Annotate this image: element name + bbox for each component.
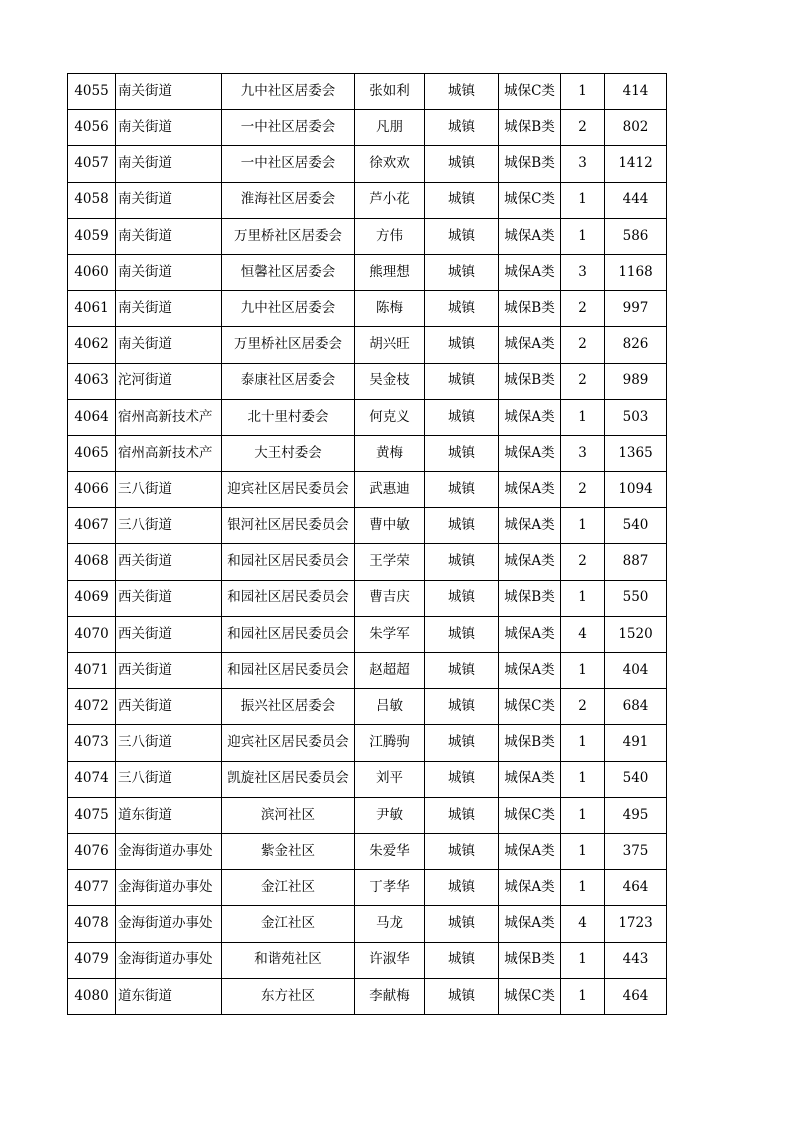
table-row: [68, 653, 667, 689]
table-row: [68, 942, 667, 978]
table-row: [68, 580, 667, 616]
name-cell: 李献梅: [355, 978, 425, 1014]
name-cell: 朱爱华: [355, 833, 425, 869]
count-cell: 1: [561, 182, 605, 218]
area-cell: 城镇: [425, 616, 499, 652]
count-cell: 2: [561, 689, 605, 725]
row-id-cell: 4060: [68, 254, 116, 290]
community-cell: 和园社区居民委员会: [222, 616, 355, 652]
insurance-type-cell: 城保A类: [499, 833, 561, 869]
row-id-cell: 4071: [68, 653, 116, 689]
insurance-type-cell: 城保C类: [499, 797, 561, 833]
count-cell: 1: [561, 653, 605, 689]
table-row: [68, 544, 667, 580]
area-cell: 城镇: [425, 833, 499, 869]
name-cell: 丁孝华: [355, 870, 425, 906]
amount-cell: 1520: [605, 616, 667, 652]
count-cell: 2: [561, 472, 605, 508]
amount-cell: 491: [605, 725, 667, 761]
community-cell: 银河社区居民委员会: [222, 508, 355, 544]
street-cell: 南关街道: [116, 218, 222, 254]
insurance-type-cell: 城保A类: [499, 254, 561, 290]
street-cell: 宿州高新技术产: [116, 399, 222, 435]
insurance-type-cell: 城保A类: [499, 906, 561, 942]
name-cell: 刘平: [355, 761, 425, 797]
name-cell: 方伟: [355, 218, 425, 254]
table-row: [68, 327, 667, 363]
count-cell: 2: [561, 291, 605, 327]
amount-cell: 404: [605, 653, 667, 689]
table-row: [68, 616, 667, 652]
insurance-type-cell: 城保A类: [499, 761, 561, 797]
table-row: [68, 761, 667, 797]
street-cell: 三八街道: [116, 761, 222, 797]
count-cell: 1: [561, 508, 605, 544]
street-cell: 金海街道办事处: [116, 870, 222, 906]
insurance-type-cell: 城保C类: [499, 978, 561, 1014]
amount-cell: 540: [605, 761, 667, 797]
insurance-type-cell: 城保A类: [499, 653, 561, 689]
street-cell: 南关街道: [116, 110, 222, 146]
count-cell: 3: [561, 435, 605, 471]
street-cell: 南关街道: [116, 254, 222, 290]
amount-cell: 826: [605, 327, 667, 363]
community-cell: 紫金社区: [222, 833, 355, 869]
name-cell: 尹敏: [355, 797, 425, 833]
community-cell: 和园社区居民委员会: [222, 544, 355, 580]
table-row: [68, 363, 667, 399]
insurance-type-cell: 城保B类: [499, 363, 561, 399]
table-row: [68, 725, 667, 761]
row-id-cell: 4078: [68, 906, 116, 942]
table-body: [68, 74, 667, 1015]
insurance-type-cell: 城保A类: [499, 435, 561, 471]
area-cell: 城镇: [425, 906, 499, 942]
community-cell: 一中社区居委会: [222, 110, 355, 146]
row-id-cell: 4068: [68, 544, 116, 580]
amount-cell: 1365: [605, 435, 667, 471]
count-cell: 1: [561, 399, 605, 435]
amount-cell: 1094: [605, 472, 667, 508]
row-id-cell: 4055: [68, 74, 116, 110]
area-cell: 城镇: [425, 399, 499, 435]
community-cell: 滨河社区: [222, 797, 355, 833]
community-cell: 金江社区: [222, 870, 355, 906]
table-row: [68, 74, 667, 110]
count-cell: 1: [561, 942, 605, 978]
name-cell: 何克义: [355, 399, 425, 435]
area-cell: 城镇: [425, 725, 499, 761]
community-cell: 凯旋社区居民委员会: [222, 761, 355, 797]
row-id-cell: 4074: [68, 761, 116, 797]
amount-cell: 495: [605, 797, 667, 833]
area-cell: 城镇: [425, 254, 499, 290]
table-row: [68, 797, 667, 833]
table-row: [68, 508, 667, 544]
table-row: [68, 182, 667, 218]
name-cell: 芦小花: [355, 182, 425, 218]
name-cell: 赵超超: [355, 653, 425, 689]
name-cell: 凡朋: [355, 110, 425, 146]
table-row: [68, 472, 667, 508]
street-cell: 西关街道: [116, 653, 222, 689]
table-row: [68, 906, 667, 942]
table-row: [68, 110, 667, 146]
amount-cell: 802: [605, 110, 667, 146]
amount-cell: 887: [605, 544, 667, 580]
insurance-type-cell: 城保B类: [499, 942, 561, 978]
street-cell: 金海街道办事处: [116, 942, 222, 978]
row-id-cell: 4073: [68, 725, 116, 761]
street-cell: 南关街道: [116, 327, 222, 363]
count-cell: 1: [561, 797, 605, 833]
amount-cell: 443: [605, 942, 667, 978]
insurance-type-cell: 城保A类: [499, 616, 561, 652]
insurance-type-cell: 城保A类: [499, 508, 561, 544]
street-cell: 道东街道: [116, 978, 222, 1014]
area-cell: 城镇: [425, 870, 499, 906]
row-id-cell: 4080: [68, 978, 116, 1014]
area-cell: 城镇: [425, 218, 499, 254]
name-cell: 武惠迪: [355, 472, 425, 508]
row-id-cell: 4067: [68, 508, 116, 544]
row-id-cell: 4062: [68, 327, 116, 363]
table-row: [68, 870, 667, 906]
area-cell: 城镇: [425, 653, 499, 689]
insurance-type-cell: 城保C类: [499, 689, 561, 725]
insurance-type-cell: 城保A类: [499, 544, 561, 580]
insurance-type-cell: 城保B类: [499, 580, 561, 616]
amount-cell: 444: [605, 182, 667, 218]
insurance-type-cell: 城保B类: [499, 110, 561, 146]
street-cell: 南关街道: [116, 291, 222, 327]
name-cell: 吕敏: [355, 689, 425, 725]
name-cell: 许淑华: [355, 942, 425, 978]
count-cell: 2: [561, 544, 605, 580]
table-row: [68, 435, 667, 471]
row-id-cell: 4076: [68, 833, 116, 869]
amount-cell: 550: [605, 580, 667, 616]
table-row: [68, 978, 667, 1014]
name-cell: 朱学军: [355, 616, 425, 652]
name-cell: 黄梅: [355, 435, 425, 471]
community-cell: 九中社区居委会: [222, 74, 355, 110]
count-cell: 1: [561, 833, 605, 869]
area-cell: 城镇: [425, 761, 499, 797]
community-cell: 万里桥社区居委会: [222, 327, 355, 363]
insurance-type-cell: 城保A类: [499, 218, 561, 254]
community-cell: 迎宾社区居民委员会: [222, 725, 355, 761]
street-cell: 西关街道: [116, 689, 222, 725]
table-row: [68, 689, 667, 725]
street-cell: 南关街道: [116, 182, 222, 218]
row-id-cell: 4057: [68, 146, 116, 182]
name-cell: 熊理想: [355, 254, 425, 290]
area-cell: 城镇: [425, 110, 499, 146]
amount-cell: 414: [605, 74, 667, 110]
area-cell: 城镇: [425, 327, 499, 363]
data-table: [67, 73, 667, 1015]
row-id-cell: 4058: [68, 182, 116, 218]
name-cell: 马龙: [355, 906, 425, 942]
community-cell: 东方社区: [222, 978, 355, 1014]
community-cell: 迎宾社区居民委员会: [222, 472, 355, 508]
count-cell: 4: [561, 616, 605, 652]
amount-cell: 503: [605, 399, 667, 435]
amount-cell: 464: [605, 870, 667, 906]
table-row: [68, 146, 667, 182]
insurance-type-cell: 城保A类: [499, 870, 561, 906]
table-row: [68, 399, 667, 435]
insurance-type-cell: 城保C类: [499, 182, 561, 218]
name-cell: 胡兴旺: [355, 327, 425, 363]
count-cell: 2: [561, 363, 605, 399]
count-cell: 3: [561, 146, 605, 182]
insurance-type-cell: 城保C类: [499, 74, 561, 110]
amount-cell: 684: [605, 689, 667, 725]
count-cell: 2: [561, 110, 605, 146]
name-cell: 陈梅: [355, 291, 425, 327]
street-cell: 南关街道: [116, 74, 222, 110]
community-cell: 金江社区: [222, 906, 355, 942]
street-cell: 西关街道: [116, 544, 222, 580]
amount-cell: 1412: [605, 146, 667, 182]
row-id-cell: 4072: [68, 689, 116, 725]
area-cell: 城镇: [425, 363, 499, 399]
street-cell: 三八街道: [116, 725, 222, 761]
count-cell: 1: [561, 725, 605, 761]
insurance-type-cell: 城保A类: [499, 327, 561, 363]
street-cell: 道东街道: [116, 797, 222, 833]
count-cell: 1: [561, 218, 605, 254]
street-cell: 金海街道办事处: [116, 906, 222, 942]
table-row: [68, 291, 667, 327]
amount-cell: 540: [605, 508, 667, 544]
area-cell: 城镇: [425, 291, 499, 327]
row-id-cell: 4079: [68, 942, 116, 978]
street-cell: 南关街道: [116, 146, 222, 182]
insurance-type-cell: 城保A类: [499, 399, 561, 435]
amount-cell: 464: [605, 978, 667, 1014]
row-id-cell: 4061: [68, 291, 116, 327]
insurance-type-cell: 城保A类: [499, 472, 561, 508]
table-row: [68, 254, 667, 290]
amount-cell: 989: [605, 363, 667, 399]
community-cell: 和园社区居民委员会: [222, 580, 355, 616]
name-cell: 王学荣: [355, 544, 425, 580]
name-cell: 徐欢欢: [355, 146, 425, 182]
count-cell: 2: [561, 327, 605, 363]
name-cell: 吴金枝: [355, 363, 425, 399]
name-cell: 张如利: [355, 74, 425, 110]
community-cell: 淮海社区居委会: [222, 182, 355, 218]
area-cell: 城镇: [425, 435, 499, 471]
street-cell: 三八街道: [116, 472, 222, 508]
table-row: [68, 833, 667, 869]
insurance-type-cell: 城保B类: [499, 146, 561, 182]
count-cell: 1: [561, 74, 605, 110]
street-cell: 三八街道: [116, 508, 222, 544]
area-cell: 城镇: [425, 472, 499, 508]
area-cell: 城镇: [425, 942, 499, 978]
row-id-cell: 4065: [68, 435, 116, 471]
count-cell: 1: [561, 978, 605, 1014]
area-cell: 城镇: [425, 689, 499, 725]
community-cell: 北十里村委会: [222, 399, 355, 435]
community-cell: 和谐苑社区: [222, 942, 355, 978]
name-cell: 曹吉庆: [355, 580, 425, 616]
amount-cell: 586: [605, 218, 667, 254]
row-id-cell: 4077: [68, 870, 116, 906]
area-cell: 城镇: [425, 182, 499, 218]
row-id-cell: 4059: [68, 218, 116, 254]
row-id-cell: 4063: [68, 363, 116, 399]
count-cell: 3: [561, 254, 605, 290]
street-cell: 宿州高新技术产: [116, 435, 222, 471]
row-id-cell: 4070: [68, 616, 116, 652]
community-cell: 恒馨社区居委会: [222, 254, 355, 290]
area-cell: 城镇: [425, 797, 499, 833]
table-row: [68, 218, 667, 254]
name-cell: 曹中敏: [355, 508, 425, 544]
area-cell: 城镇: [425, 978, 499, 1014]
amount-cell: 1723: [605, 906, 667, 942]
area-cell: 城镇: [425, 146, 499, 182]
count-cell: 4: [561, 906, 605, 942]
row-id-cell: 4064: [68, 399, 116, 435]
row-id-cell: 4069: [68, 580, 116, 616]
community-cell: 万里桥社区居委会: [222, 218, 355, 254]
row-id-cell: 4075: [68, 797, 116, 833]
name-cell: 江腾驹: [355, 725, 425, 761]
community-cell: 大王村委会: [222, 435, 355, 471]
street-cell: 西关街道: [116, 580, 222, 616]
insurance-type-cell: 城保B类: [499, 291, 561, 327]
insurance-type-cell: 城保B类: [499, 725, 561, 761]
amount-cell: 375: [605, 833, 667, 869]
row-id-cell: 4056: [68, 110, 116, 146]
amount-cell: 997: [605, 291, 667, 327]
area-cell: 城镇: [425, 544, 499, 580]
area-cell: 城镇: [425, 580, 499, 616]
community-cell: 和园社区居民委员会: [222, 653, 355, 689]
community-cell: 九中社区居委会: [222, 291, 355, 327]
amount-cell: 1168: [605, 254, 667, 290]
community-cell: 一中社区居委会: [222, 146, 355, 182]
row-id-cell: 4066: [68, 472, 116, 508]
street-cell: 西关街道: [116, 616, 222, 652]
community-cell: 振兴社区居委会: [222, 689, 355, 725]
street-cell: 金海街道办事处: [116, 833, 222, 869]
street-cell: 沱河街道: [116, 363, 222, 399]
area-cell: 城镇: [425, 508, 499, 544]
count-cell: 1: [561, 761, 605, 797]
area-cell: 城镇: [425, 74, 499, 110]
count-cell: 1: [561, 580, 605, 616]
community-cell: 泰康社区居委会: [222, 363, 355, 399]
count-cell: 1: [561, 870, 605, 906]
